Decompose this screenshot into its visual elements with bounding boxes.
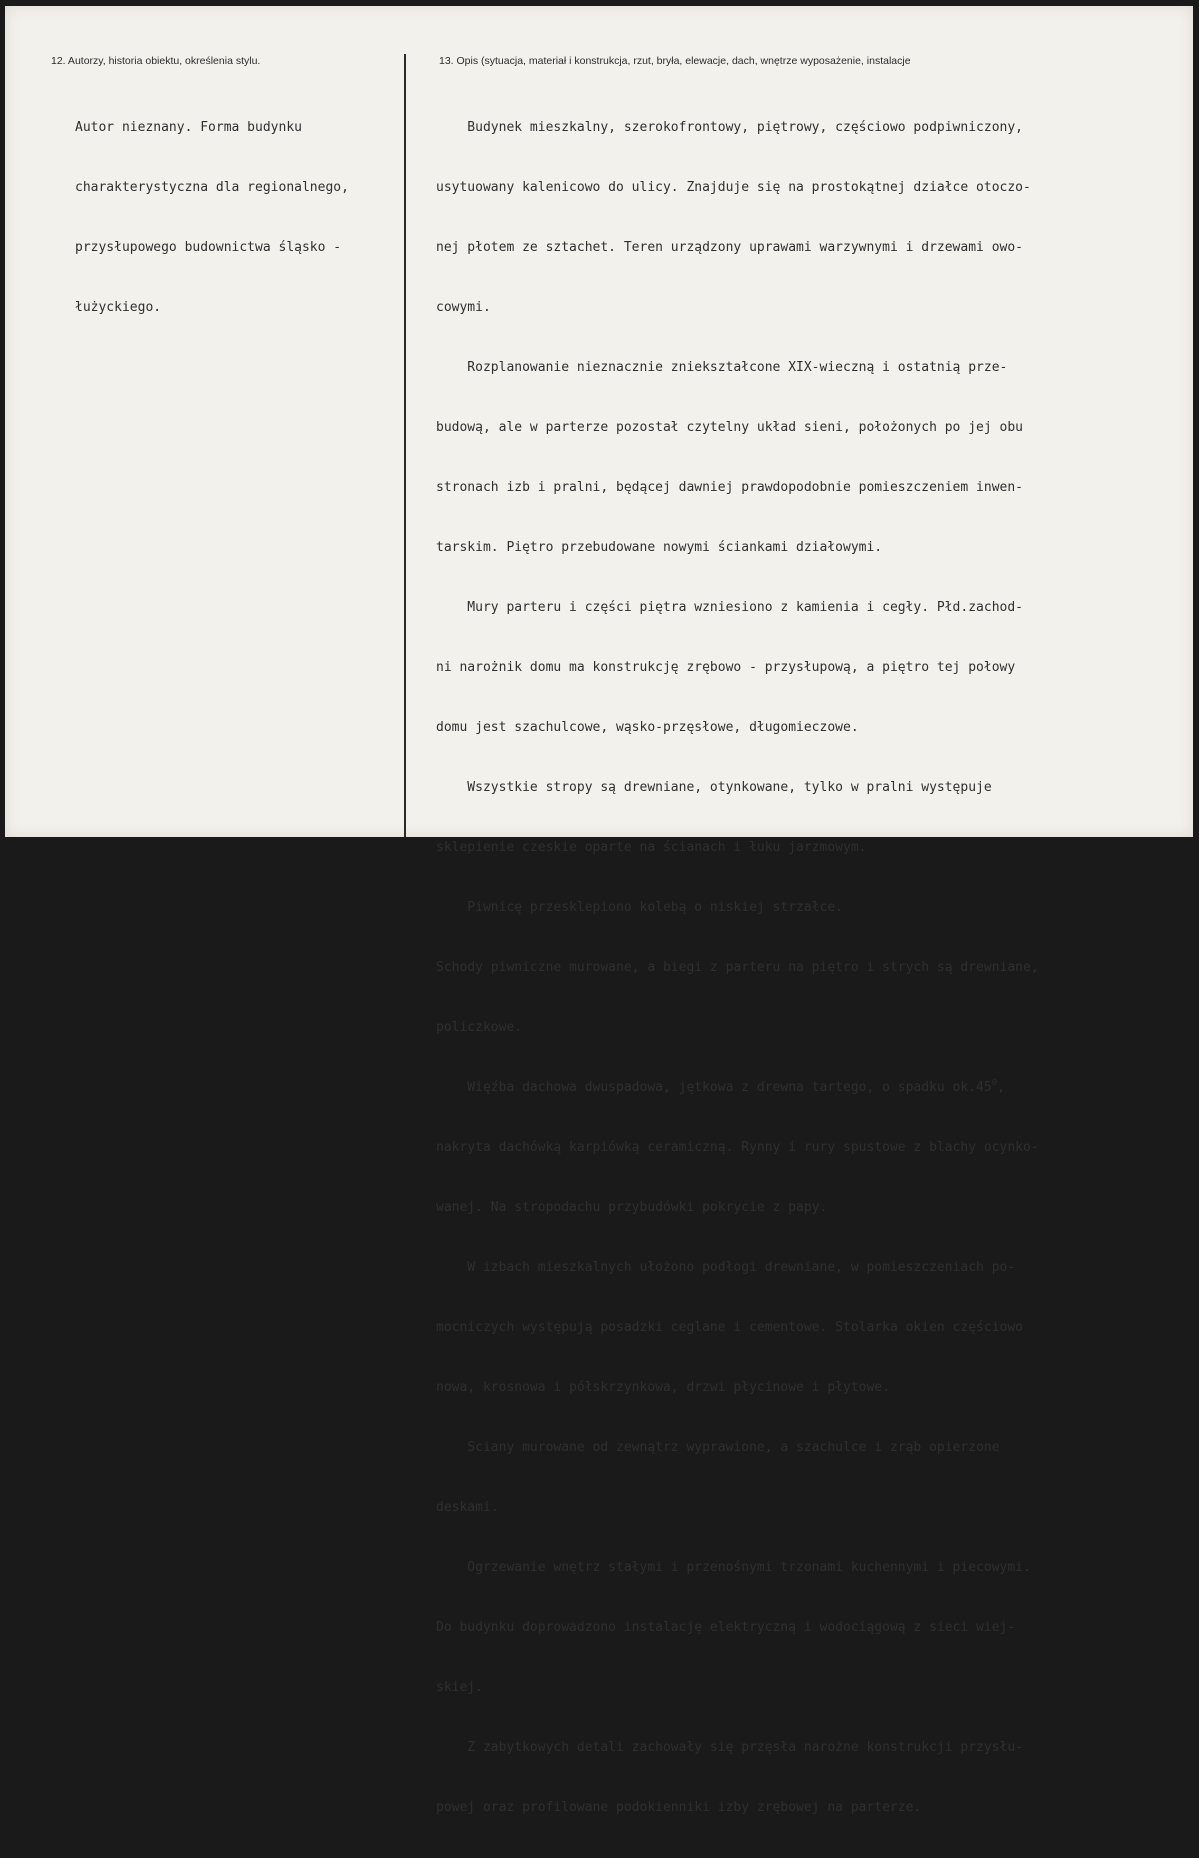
section-13-line: sklepienie czeskie oparte na ścianach i łuku jarzmowym. — [436, 840, 867, 855]
section-13-line: deskami. — [436, 1500, 499, 1515]
section-13-line-roof — [436, 1078, 1039, 1098]
section-13-line: Ogrzewanie wnętrz stałymi i przenośnymi trzonami kuchennymi i piecowymi. — [436, 1560, 1031, 1575]
section-13-line: budową, ale w parterze pozostał czytelny układ sieni, położonych po jej obu — [436, 420, 1023, 435]
section-13-line: ni narożnik domu ma konstrukcję zrębowo - przysłupową, a piętro tej połowy — [436, 660, 1016, 675]
section-13-line: powej oraz profilowane podokienniki izby zrębowej na parterze. — [436, 1800, 922, 1815]
section-13-line: Schody piwniczne murowane, a biegi z parteru na piętro i strych są drewniane, — [436, 960, 1039, 975]
section-13-line: mocniczych występują posadzki ceglane i cementowe. Stolarka okien częściowo — [436, 1320, 1023, 1335]
roof-line-text: Więźba dachowa dwuspadowa, jętkowa z drewna tartego, o spadku ok.45 — [436, 1080, 992, 1095]
section-13-line: wanej. Na stropodachu przybudówki pokrycie z papy. — [436, 1200, 828, 1215]
section-13-line: cowymi. — [436, 300, 491, 315]
section-13-line: Z zabytkowych detali zachowały się przęsła narożne konstrukcji przysłu- — [436, 1740, 1023, 1755]
document-card — [5, 6, 1193, 1815]
section-13-text — [436, 78, 1039, 1858]
section-13-line: nej płotem ze sztachet. Teren urządzony uprawami warzywnymi i drzewami owo- — [436, 240, 1023, 255]
section-13-line: tarskim. Piętro przebudowane nowymi ściankami działowymi. — [436, 540, 883, 555]
section-13-line: nowa, krosnowa i półskrzynkowa, drzwi płycinowe i płytowe. — [436, 1380, 890, 1395]
section-13-line: Rozplanowanie nieznacznie zniekształcone XIX-wieczną i ostatnią prze- — [436, 360, 1008, 375]
section-12-text — [75, 78, 349, 358]
section-13-line: skiej. — [436, 1680, 483, 1695]
column-divider — [404, 54, 406, 837]
section-12-header: 12. Autorzy, historia obiektu, określenia stylu. — [51, 55, 261, 67]
section-13-header: 13. Opis (sytuacja, materiał i konstrukcja, rzut, bryła, elewacje, dach, wnętrze wyposażenie, instalacje — [439, 55, 911, 67]
section-13-line: W izbach mieszkalnych ułożono podłogi drewniane, w pomieszczeniach po- — [436, 1260, 1016, 1275]
section-12-line: charakterystyczna dla regionalnego, — [75, 180, 349, 195]
section-13-line: policzkowe. — [436, 1020, 523, 1035]
section-13-line: Sciany murowane od zewnątrz wyprawione, a szachulce i zrąb opierzone — [436, 1440, 1000, 1455]
section-12-line: Autor nieznany. Forma budynku — [75, 120, 302, 135]
section-13-line: stronach izb i pralni, będącej dawniej prawdopodobnie pomieszczeniem inwen- — [436, 480, 1023, 495]
section-13-line: usytuowany kalenicowo do ulicy. Znajduje się na prostokątnej działce otoczo- — [436, 180, 1031, 195]
section-13-line: Budynek mieszkalny, szerokofrontowy, piętrowy, częściowo podpiwniczony, — [436, 120, 1023, 135]
section-12-line: przysłupowego budownictwa śląsko - — [75, 240, 342, 255]
section-12-line: łużyckiego. — [75, 300, 162, 315]
roof-line-suffix: , — [997, 1080, 1005, 1095]
section-13-line: Wszystkie stropy są drewniane, otynkowane, tylko w pralni występuje — [436, 780, 992, 795]
degree-mark: 0 — [991, 1078, 998, 1088]
section-13-line: Do budynku doprowadzono instalację elektryczną i wodociągową z sieci wiej- — [436, 1620, 1016, 1635]
section-13-line: Piwnicę przesklepiono kolebą o niskiej strzałce. — [436, 900, 843, 915]
section-13-line: domu jest szachulcowe, wąsko-przęsłowe, długomieczowe. — [436, 720, 859, 735]
section-13-line: nakryta dachówką karpiówką ceramiczną. Rynny i rury spustowe z blachy ocynko- — [436, 1140, 1039, 1155]
section-13-line: Mury parteru i części piętra wzniesiono z kamienia i cegły. Płd.zachod- — [436, 600, 1023, 615]
